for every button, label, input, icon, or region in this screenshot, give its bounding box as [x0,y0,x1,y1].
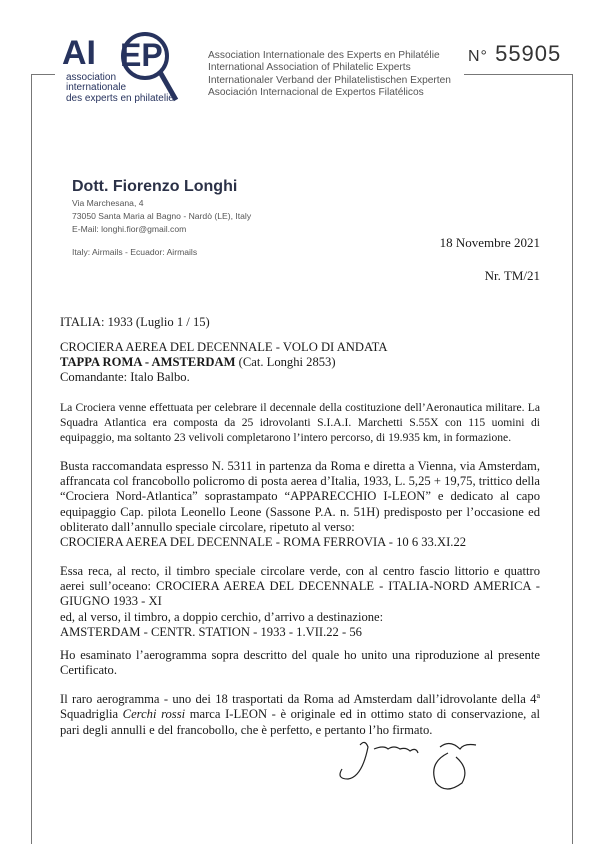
association-names [208,50,451,99]
handwritten-signature [330,735,500,795]
svg-text:EP: EP [120,37,163,73]
paragraph-conclusion [60,688,540,738]
paragraph-postmarks [60,564,540,640]
svg-text:association: association [66,72,117,83]
cert-prefix: N° [468,48,488,65]
commander-line: Comandante: Italo Balbo. [60,370,190,385]
para2-cancel: CROCIERA AEREA DEL DECENNALE - ROMA FERROVIA - 10 6 33.XI.22 [60,535,467,550]
para5-text [60,688,540,738]
para3-cancel: AMSTERDAM - CENTR. STATION - 1933 - 1.VII.22 - 56 [60,624,362,639]
para5-c: marca I-LEON - è originale ed in ottimo stato di conservazione, al pari degli annulli e del francobollo, che è perfetto, e pertanto l’ho firmato. [60,707,540,737]
paragraph-history [60,400,540,446]
svg-text:des experts en philatelie: des experts en philatelie [66,93,174,104]
para5-a: Il raro aerogramma - uno dei 18 trasportati da Roma ad Amsterdam dall’idrovolante della 4 [60,692,537,707]
para5-b: Squadriglia [60,707,123,722]
para5-italic: Cerchi rossi [122,707,186,722]
stage-line [60,355,540,370]
certificate-date: 18 Novembre 2021 [439,235,540,250]
para3-text: Essa reca, al recto, il timbro speciale circolare verde, con al centro fascio littorio e quattro aerei sull’oceano: CROCIERA AEREA DEL DECENNALE - ITALIA-NORD AMERICA - GIUGNO 1933 - XI [60,564,540,609]
title-block [60,340,540,386]
paragraph-examined [60,648,540,678]
frame-top-right [464,74,572,75]
assoc-name-fr: Association Internationale des Experts en Philatélie [208,50,440,61]
para5-sup: a [536,691,540,700]
para3b-text: ed, al verso, il timbro, a doppio cerchio, d’arrivo a destinazione: [60,609,384,624]
expert-name: Dott. Fiorenzo Longhi [72,178,238,195]
aiep-logo [60,30,190,110]
svg-text:internationale: internationale [66,82,127,93]
stage-name: TAPPA ROMA - AMSTERDAM [60,355,236,370]
frame-right-border [572,74,573,844]
address-email: E-Mail: longhi.fior@gmail.com [72,224,187,234]
expert-address [72,197,251,236]
logo-letters: AI [62,34,96,72]
frame-left-border [31,74,32,844]
reference-number: Nr. TM/21 [484,268,540,283]
assoc-name-es: Asociación Internacional de Expertos Filatélicos [208,86,424,98]
para2-text: Busta raccomandata espresso N. 5311 in partenza da Roma e diretta a Vienna, via Amsterdam, affrancata col francobollo policromo di posta aerea d’Italia, 1933, L. 5,25 + 19,75, trittico della “Crociera Nord-Atlantica” soprastampato “APPARECCHIO I-LEON” e dedicato al capo equipaggio Cap. pilota Leonello Leone (Sassone P.A. n. 51H) predisposto per l’occasione ed obliterato dall’annullo speciale circolare, ripetuto al verso: [60,459,540,534]
expert-specialties: Italy: Airmails - Ecuador: Airmails [72,247,198,257]
address-street: Via Marchesana, 4 [72,198,144,208]
title-line: CROCIERA AEREA DEL DECENNALE - VOLO DI ANDATA [60,340,388,354]
address-city: 73050 Santa Maria al Bagno - Nardò (LE), Italy [72,211,252,221]
certificate-number [468,41,561,67]
para4-text: Ho esaminato l’aerogramma sopra descritto del quale ho unito una riproduzione al presente Certificato. [60,648,540,678]
assoc-name-de: Internationaler Verband der Philatelistischen Experten [208,74,451,86]
para1-text: La Crociera venne effettuata per celebrare il decennale della costituzione dell’Aeronautica militare. La Squadra Atlantica era composta da 25 idrovolanti S.I.A.I. Marchetti S.55X con 115 uomini di equipaggio, ma soltanto 23 velivoli completarono l’intero percorso, di 19.935 km, in formazione. [60,401,540,445]
stage-catalog: (Cat. Longhi 2853) [235,355,336,370]
country-line: ITALIA: 1933 (Luglio 1 / 15) [60,315,210,329]
assoc-name-en: International Association of Philatelic Experts [208,62,411,74]
paragraph-cover [60,459,540,550]
frame-top-left [31,74,55,75]
cert-number: 55905 [495,41,562,66]
